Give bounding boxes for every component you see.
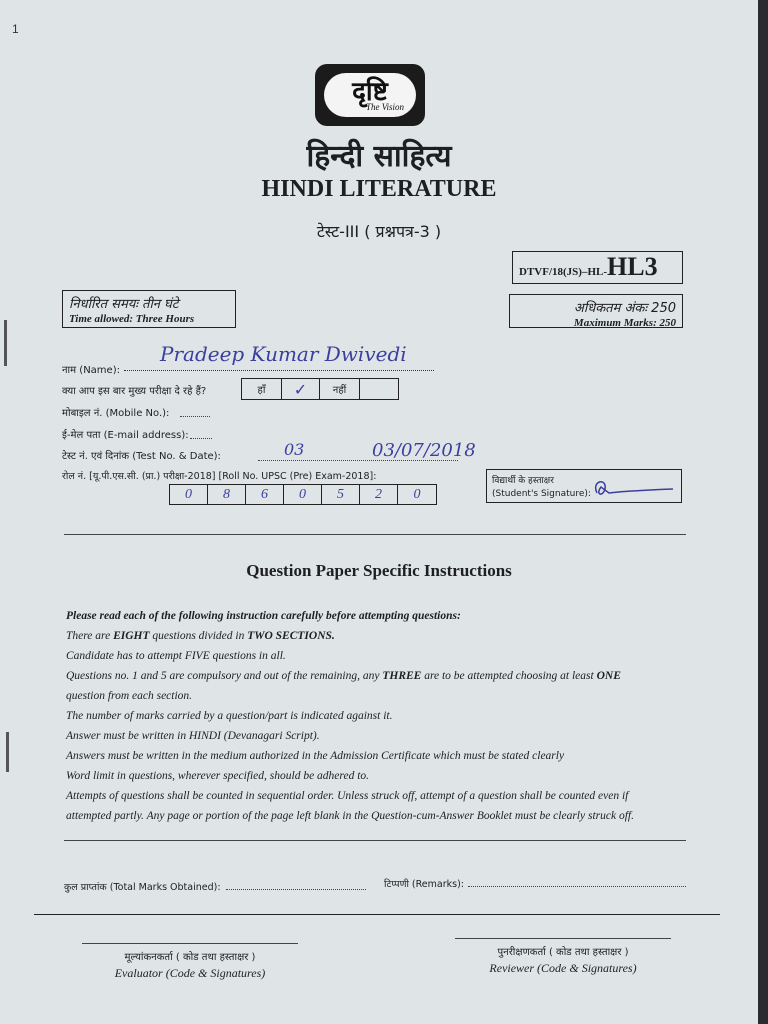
time-allowed-english: Time allowed: Three Hours [69,313,195,325]
no-checkbox[interactable] [360,379,398,399]
total-marks-field-line[interactable] [226,889,366,890]
divider-line [64,840,686,841]
page-edge-shadow [758,0,768,1024]
reviewer-sign-line[interactable] [455,938,671,939]
title-english: HINDI LITERATURE [261,176,497,202]
instruction-item: The number of marks carried by a question/part is indicated against it. [66,710,393,722]
paper-code-suffix: HL3 [607,252,658,281]
binding-mark [4,320,7,366]
no-label: नहीं [320,379,360,399]
paper-code-box [512,251,683,284]
title-hindi: हिन्दी साहित्य [306,139,452,174]
divider-line [64,534,686,535]
student-signature-box[interactable] [486,469,682,503]
name-value: Pradeep Kumar Dwivedi [160,342,407,366]
total-marks-label: कुल प्राप्तांक (Total Marks Obtained): [64,882,221,893]
logo-sub-text: The Vision [365,101,405,112]
max-marks-box [509,294,683,328]
handwritten-signature-icon [587,475,679,501]
main-exam-yes-no [241,378,399,400]
remarks-label: टिप्पणी (Remarks): [384,879,464,890]
test-number-heading: टेस्ट-III ( प्रश्नपत्र-3 ) [316,222,442,241]
roll-digit: 0 [413,487,421,502]
evaluator-block [82,949,298,981]
instruction-item: Answers must be written in the medium authorized in the Admission Certificate which must be stated clearly [66,750,565,762]
instruction-item: There are EIGHT questions divided in TWO SECTIONS. [66,630,335,642]
roll-no-grid[interactable] [169,484,437,505]
roll-digit: 8 [208,485,246,504]
mobile-label: मोबाइल नं. (Mobile No.): [62,408,170,419]
max-marks-english: Maximum Marks: 250 [573,317,676,329]
max-marks-hindi: अधिकतम अंकः 250 [573,301,676,316]
email-field-line[interactable] [190,438,212,439]
instruction-item: Questions no. 1 and 5 are compulsory and out of the remaining, any THREE are to be attempted choosing at least ONE [66,670,621,682]
binding-mark [6,732,9,772]
instruction-item: Attempts of questions shall be counted in sequential order. Unless struck off, attempt of a question shall be counted even if [66,790,629,802]
roll-digit: 0 [284,485,322,504]
divider-line [34,914,720,915]
instruction-item: Answer must be written in HINDI (Devanagari Script). [66,730,320,742]
reviewer-hindi: पुनरीक्षणकर्ता ( कोड तथा हस्ताक्षर ) [497,947,629,958]
yes-label: हाँ [242,379,282,399]
instructions-list [66,606,691,826]
instruction-item: Word limit in questions, wherever specified, should be adhered to. [66,770,370,782]
time-allowed-box [62,290,236,328]
roll-no-label: रोल नं. [यू.पी.एस.सी. (प्रा.) परीक्षा-2018] [Roll No. UPSC (Pre) Exam-2018]: [62,471,377,482]
yes-checkbox[interactable]: ✓ [282,379,320,399]
logo-main-text: दृष्टि [352,76,388,107]
instruction-intro: Please read each of the following instruction carefully before attempting questions: [66,610,461,622]
evaluator-english: Evaluator (Code & Signatures) [114,966,266,980]
instruction-item: Candidate has to attempt FIVE questions in all. [66,650,286,662]
drishti-logo [315,64,425,126]
remarks-field-line[interactable] [468,886,686,887]
page-number: 1 [12,22,19,36]
instruction-item: question from each section. [66,690,193,702]
roll-digit: 6 [246,485,284,504]
test-no-value: 03 [284,440,305,459]
instruction-item: attempted partly. Any page or portion of the page left blank in the Question-cum-Answer Booklet must be clearly struck off. [66,810,634,822]
reviewer-block [455,944,671,976]
email-label: ई-मेल पता (E-mail address): [62,430,189,441]
reviewer-english: Reviewer (Code & Signatures) [489,961,637,975]
instructions-heading: Question Paper Specific Instructions [246,561,512,580]
main-exam-label: क्या आप इस बार मुख्य परीक्षा दे रहे हैं? [62,386,207,397]
roll-digit: 2 [360,485,398,504]
test-date-value: 03/07/2018 [372,440,476,461]
student-signature-hindi: विद्यार्थी के हस्ताक्षर [492,476,554,486]
roll-digit: 0 [170,485,208,504]
name-field-line[interactable] [124,370,434,371]
student-signature-english: (Student's Signature): [492,489,591,499]
roll-digit: 5 [322,485,360,504]
test-no-label: टेस्ट नं. एवं दिनांक (Test No. & Date): [62,451,221,462]
paper-code-prefix: DTVF/18(JS)–HL- [519,266,607,278]
evaluator-sign-line[interactable] [82,943,298,944]
time-allowed-hindi: निर्धारित समयः तीन घंटे [69,297,179,312]
evaluator-hindi: मूल्यांकनकर्ता ( कोड तथा हस्ताक्षर ) [124,952,256,963]
mobile-field-line[interactable] [180,416,210,417]
name-label: नाम (Name): [62,365,120,376]
